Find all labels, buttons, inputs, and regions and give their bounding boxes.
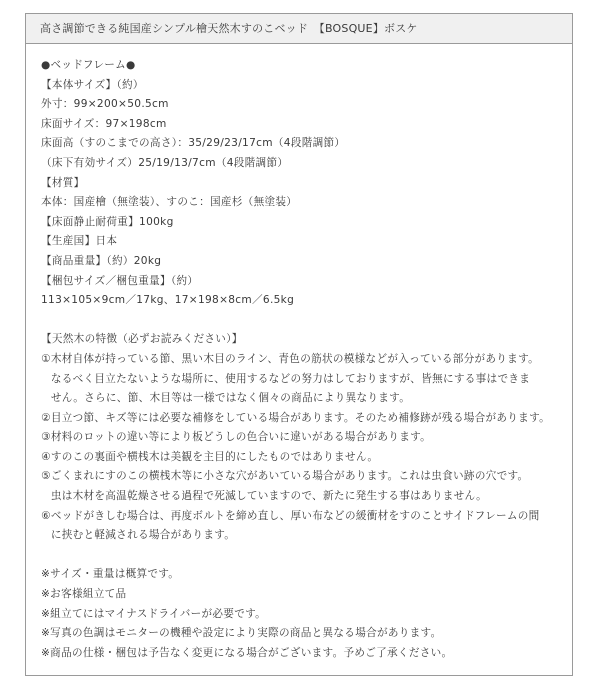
note-number: ⑥ bbox=[41, 509, 51, 522]
product-spec-panel bbox=[25, 13, 573, 676]
note-line: 材料のロットの違い等により板どうしの色合いに違いがある場合があります。 bbox=[50, 431, 432, 444]
spec-line: 【材質】 bbox=[41, 176, 85, 189]
note-item bbox=[41, 350, 572, 409]
note-line: せん。さらに、節、木目等は一様ではなく個々の商品により異なります。 bbox=[50, 392, 411, 405]
note-item bbox=[41, 409, 572, 429]
note-item bbox=[41, 467, 572, 506]
spec-line: 【本体サイズ】（約） bbox=[41, 78, 144, 91]
note-line: ごくまれにすのこの横桟木等に小さな穴があいている場合があります。これは虫食い跡の穴です。 bbox=[50, 470, 529, 483]
spec-line: 【生産国】日本 bbox=[41, 235, 118, 248]
note-number: ③ bbox=[41, 431, 51, 444]
footnote-list bbox=[41, 565, 572, 663]
footnote: ※お客様組立て品 bbox=[41, 588, 127, 601]
note-item bbox=[41, 428, 572, 448]
spec-line: 床面サイズ：97×198cm bbox=[41, 117, 167, 130]
spec-line: 113×105×9cm／17kg、17×198×8cm／6.5kg bbox=[41, 294, 295, 307]
spec-line: 本体：国産檜（無塗装）、すのこ：国産杉（無塗装） bbox=[41, 196, 298, 209]
spec-line: 床面高（すのこまでの高さ）：35/29/23/17cm（4段階調節） bbox=[41, 137, 346, 150]
footnote: ※組立てにはマイナスドライバーが必要です。 bbox=[41, 607, 267, 620]
panel-title: 高さ調節できる純国産シンプル檜天然木すのこベッド 【BOSQUE】ボスケ bbox=[26, 14, 572, 44]
note-line: ベッドがきしむ場合は、再度ボルトを締め直し、厚い布などの緩衝材をすのことサイドフレームの間 bbox=[50, 509, 540, 522]
spec-line: ●ベッドフレーム● bbox=[41, 59, 136, 71]
note-number: ② bbox=[41, 411, 51, 424]
note-number: ⑤ bbox=[41, 470, 51, 483]
note-item bbox=[41, 448, 572, 468]
note-line: 虫は木材を高温乾燥させる過程で死滅していますので、新たに発生する事はありません。 bbox=[50, 490, 487, 503]
spec-line: 【梱包サイズ／梱包重量】（約） bbox=[41, 274, 199, 287]
notes-heading: 【天然木の特徴（必ずお読みください）】 bbox=[41, 333, 243, 346]
note-line: に挟むと軽減される場合があります。 bbox=[50, 529, 236, 542]
note-line: 目立つ節、キズ等には必要な補修をしている場合があります。そのため補修跡が残る場合があります。 bbox=[50, 411, 551, 424]
spec-list bbox=[41, 56, 572, 311]
spec-line: 【商品重量】（約）20kg bbox=[41, 254, 162, 267]
note-line: なるべく目立たないような場所に、使用するなどの努力はしておりますが、皆無にする事はできま bbox=[50, 372, 531, 385]
natural-wood-notes bbox=[41, 330, 572, 546]
note-line: 木材自体が持っている節、黒い木目のライン、青色の筋状の模様などが入っている部分があります。 bbox=[50, 352, 540, 365]
note-line: すのこの裏面や横桟木は美観を主目的にしたものではありません。 bbox=[50, 450, 379, 463]
panel-content bbox=[26, 44, 572, 663]
footnote: ※写真の色調はモニターの機種や設定により実際の商品と異なる場合があります。 bbox=[41, 627, 442, 640]
footnote: ※商品の仕様・梱包は予告なく変更になる場合がございます。予めご了承ください。 bbox=[41, 646, 453, 659]
spec-line: （床下有効サイズ）25/19/13/7cm（4段階調節） bbox=[41, 156, 289, 169]
note-number: ④ bbox=[41, 450, 51, 463]
note-number: ① bbox=[41, 352, 51, 365]
note-item bbox=[41, 507, 572, 546]
spec-line: 【床面静止耐荷重】100kg bbox=[41, 215, 174, 228]
footnote: ※サイズ・重量は概算です。 bbox=[41, 568, 180, 581]
spec-line: 外寸：99×200×50.5cm bbox=[41, 98, 169, 111]
